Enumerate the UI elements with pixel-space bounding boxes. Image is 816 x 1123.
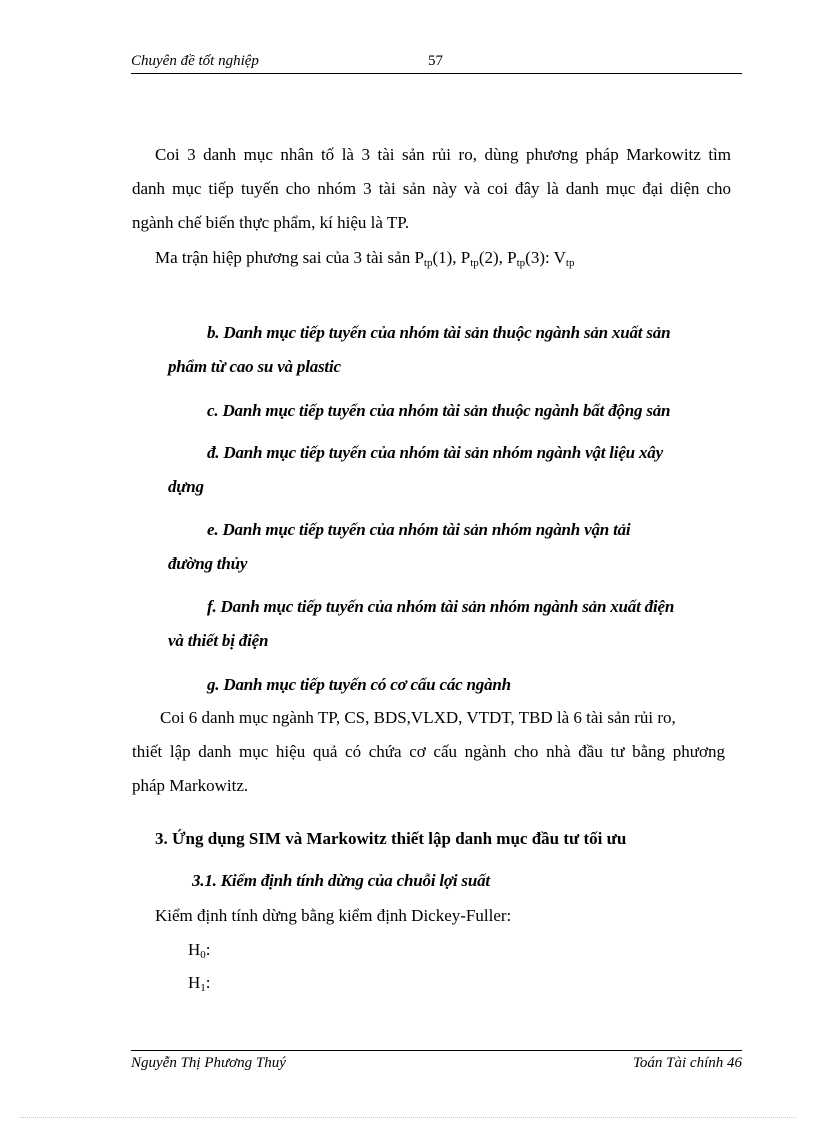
section-f-line1: f. Danh mục tiếp tuyến của nhóm tài sản nhóm ngành sản xuất điện (207, 597, 675, 616)
page-edge-dotted-line (20, 1117, 796, 1118)
heading-3-1: 3.1. Kiểm định tính dừng của chuỗi lợi suất (192, 871, 490, 890)
page-number: 57 (428, 53, 443, 69)
header-title: Chuyên đề tốt nghiệp (131, 53, 259, 69)
p4: Kiểm định tính dừng bằng kiểm định Dickey-Fuller: (155, 906, 512, 925)
section-f-line2: và thiết bị điện (168, 631, 269, 650)
h0: $H_0$: (188, 940, 211, 961)
covariance-matrix-line: Ma trận hiệp phương sai của 3 tài sản $P_{tp}(1)$, $P_{tp}(2)$, $P_{tp}(3)$: $V_{tp}$ (155, 248, 575, 269)
h1: $H_1$: (188, 973, 211, 994)
p1-line2: danh mục tiếp tuyến cho nhóm 3 tài sản này và coi đây là danh mục đại diện cho (132, 179, 731, 198)
section-e-line1: e. Danh mục tiếp tuyến của nhóm tài sản nhóm ngành vận tải (207, 520, 631, 539)
section-g: g. Danh mục tiếp tuyến có cơ cấu các ngành (207, 675, 511, 694)
section-c: c. Danh mục tiếp tuyến của nhóm tài sản thuộc ngành bất động sản (207, 401, 671, 420)
section-e-line2: đường thủy (168, 554, 248, 573)
p1-line1: Coi 3 danh mục nhân tố là 3 tài sản rủi ro, dùng phương pháp Markowitz tìm (155, 145, 731, 164)
section-d-line2: dựng (168, 477, 204, 496)
section-b-line2: phẩm từ cao su và plastic (168, 357, 341, 376)
header-rule (131, 73, 742, 74)
heading-3: 3. Ứng dụng SIM và Markowitz thiết lập danh mục đầu tư tối ưu (155, 829, 627, 848)
footer-rule (131, 1050, 742, 1051)
p1-line3: ngành chế biến thực phẩm, kí hiệu là TP. (132, 213, 410, 232)
p3-line1: Coi 6 danh mục ngành TP, CS, BDS,VLXD, VTDT, TBD là 6 tài sản rủi ro, (160, 708, 676, 727)
footer-author: Nguyễn Thị Phương Thuý (131, 1055, 286, 1071)
footer-course: Toán Tài chính 46 (632, 1055, 742, 1071)
section-d-line1: đ. Danh mục tiếp tuyến của nhóm tài sản nhóm ngành vật liệu xây (207, 443, 663, 462)
p3-line2: thiết lập danh mục hiệu quả có chứa cơ cấu ngành cho nhà đầu tư bằng phương (132, 742, 725, 761)
p3-line3: pháp Markowitz. (132, 776, 249, 795)
section-b-line1: b. Danh mục tiếp tuyến của nhóm tài sản thuộc ngành sản xuất sản (207, 323, 671, 342)
